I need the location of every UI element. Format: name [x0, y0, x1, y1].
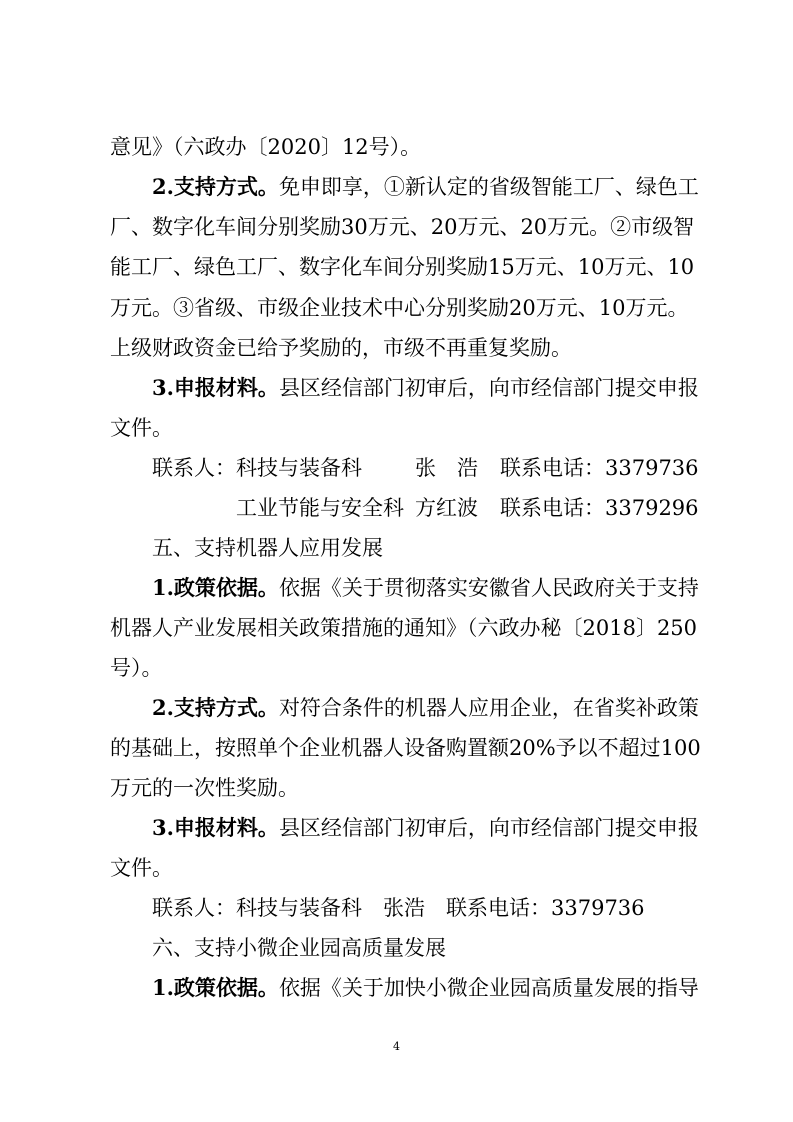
paragraph-line: 2.支持方式。免申即享，①新认定的省级智能工厂、绿色工	[152, 174, 699, 199]
paragraph-line: 3.申报材料。县区经信部门初审后，向市经信部门提交申报	[152, 815, 699, 840]
item-heading: 2.支持方式。	[152, 174, 279, 199]
text-line: 文件。	[110, 856, 173, 880]
paragraph-line: 2.支持方式。对符合条件的机器人应用企业，在省奖补政策	[152, 695, 699, 720]
contact-department: 科技与装备科	[236, 456, 362, 480]
section-heading: 六、支持小微企业园高质量发展	[152, 936, 446, 960]
text-line: 厂、数字化车间分别奖励30万元、20万元、20万元。②市级智	[110, 215, 695, 239]
text-line: 机器人产业发展相关政策措施的通知》（六政办秘〔2018〕250	[110, 616, 698, 640]
item-heading: 3.申报材料。	[152, 815, 279, 840]
contact-name: 方红波	[415, 496, 478, 520]
contact-line	[0, 488, 793, 528]
paragraph-line: 1.政策依据。依据《关于贯彻落实安徽省人民政府关于支持	[152, 575, 699, 600]
text-line: 意见》（六政办〔2020〕12号）。	[110, 135, 422, 159]
item-heading: 3.申报材料。	[152, 375, 279, 400]
text-line: 号）。	[110, 656, 163, 680]
item-heading: 1.政策依据。	[152, 575, 279, 600]
text-line: 万元的一次性奖励。	[110, 776, 299, 800]
text-line: 的基础上，按照单个企业机器人设备购置额20%予以不超过100	[110, 736, 701, 760]
paragraph-line: 1.政策依据。依据《关于加快小微企业园高质量发展的指导	[152, 975, 699, 1000]
page-number: 4	[393, 1040, 400, 1053]
item-heading: 2.支持方式。	[152, 695, 279, 720]
text-line: 上级财政资金已给予奖励的，市级不再重复奖励。	[110, 336, 572, 360]
contact-phone: 联系电话：3379736	[500, 456, 699, 480]
text-line: 文件。	[110, 416, 173, 440]
paragraph-line: 3.申报材料。县区经信部门初审后，向市经信部门提交申报	[152, 375, 699, 400]
contact-label: 联系人：	[152, 456, 236, 480]
contact-line	[0, 448, 793, 488]
text-line: 万元。③省级、市级企业技术中心分别奖励20万元、10万元。	[110, 296, 689, 320]
item-heading: 1.政策依据。	[152, 975, 279, 1000]
contact-department: 工业节能与安全科	[236, 496, 404, 520]
contact-line: 联系人：科技与装备科 张浩 联系电话：3379736	[152, 896, 645, 920]
contact-phone: 联系电话：3379296	[500, 496, 699, 520]
contact-name: 张 浩	[415, 456, 478, 480]
section-heading: 五、支持机器人应用发展	[152, 536, 383, 560]
text-line: 能工厂、绿色工厂、数字化车间分别奖励15万元、10万元、10	[110, 255, 695, 279]
